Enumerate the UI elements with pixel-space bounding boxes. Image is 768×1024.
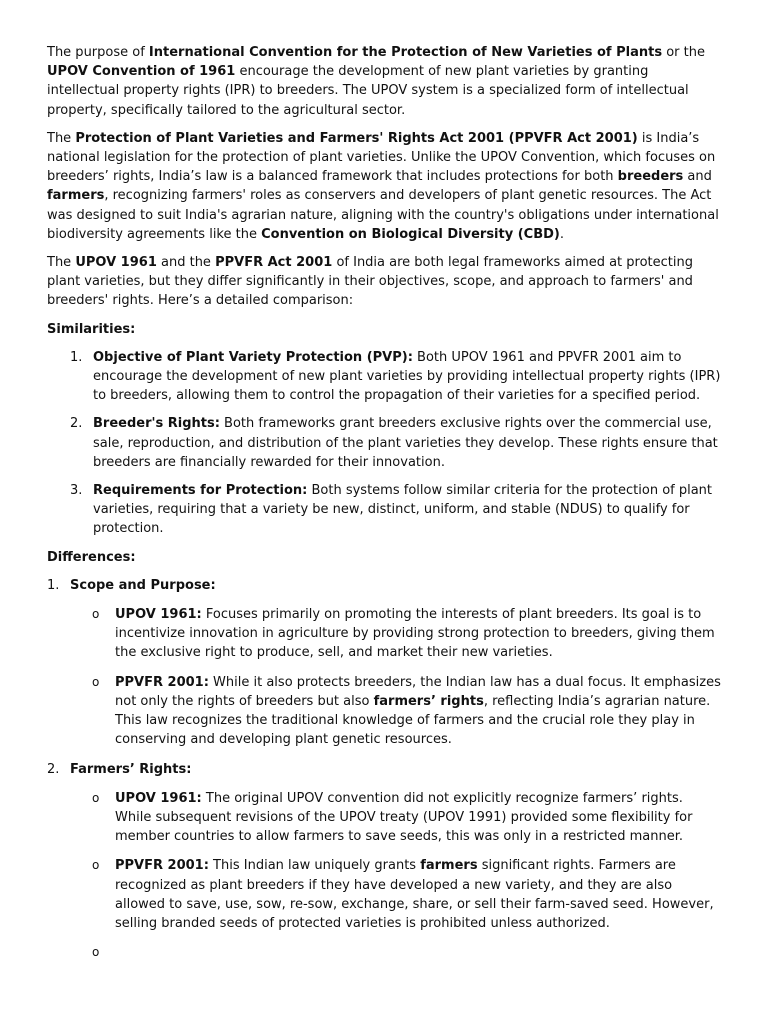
- list-number: 2.: [70, 416, 83, 432]
- difference-title: Farmers’ Rights:: [70, 761, 192, 777]
- text-run: , reflecting India’s agrarian nature. This law recognizes the traditional knowledge of farmers and the crucial role they play in conserving and developing plant genetic resources.: [115, 693, 711, 748]
- list-number: 1.: [70, 349, 83, 365]
- bold-text-run: farmers: [420, 858, 478, 874]
- bold-text-run: UPOV 1961:: [115, 607, 202, 623]
- difference-sub-item: [47, 673, 722, 750]
- bold-text-run: farmers’ rights: [373, 693, 484, 709]
- difference-section-farmers-rights: [47, 760, 722, 960]
- difference-sub-item: [47, 605, 722, 663]
- sub-item-text: [115, 675, 721, 748]
- differences-heading: Differences:: [47, 549, 136, 565]
- similarity-text: Both systems follow similar criteria for the protection of plant varieties, requiring that a variety be new, distinct, uniform, and stable (NDUS) to qualify for protection.: [93, 483, 713, 537]
- intro-paragraph-2: [47, 129, 722, 244]
- difference-title: Scope and Purpose:: [70, 577, 216, 593]
- bold-text-run: Protection of Plant Varieties and Farmers' Rights Act 2001 (PPVFR Act 2001): [75, 130, 638, 146]
- text-run: Focuses primarily on promoting the interests of plant breeders. Its goal is to incentivize innovation in agriculture by providing strong protection to breeders, giving them the exclusive right to produce, sell, and market their new varieties.: [115, 607, 715, 661]
- text-run: The original UPOV convention did not explicitly recognize farmers’ rights. While subsequent revisions of the UPOV treaty (UPOV 1991) provided some flexibility for member countries to allow farmers to save seeds, this was only in a restricted manner.: [115, 790, 693, 845]
- similarity-text: Both UPOV 1961 and PPVFR 2001 aim to encourage the development of new plant varieties by providing intellectual property rights (IPR) to breeders, allowing them to control the propagation of their varieties for a specified period.: [93, 349, 721, 404]
- similarity-title: Objective of Plant Variety Protection (PVP):: [93, 349, 413, 365]
- difference-heading: [47, 760, 722, 779]
- difference-sub-list: [47, 605, 722, 749]
- bold-text-run: International Convention for the Protection of New Varieties of Plants: [148, 45, 663, 60]
- similarity-item: [47, 414, 722, 472]
- text-run: significant rights. Farmers are recognized as plant breeders if they have developed a new variety, and they are also allowed to save, use, sow, re-sow, exchange, share, or sell their farm-saved seed. However, selling branded seeds of protected varieties is prohibited unless authorized.: [115, 858, 714, 931]
- bold-text-run: PPVFR 2001:: [115, 674, 209, 690]
- similarity-text: Both frameworks grant breeders exclusive rights over the commercial use, sale, reproduction, and distribution of the plant varieties they develop. These rights ensure that breeders are financially rewarded for their innovation.: [93, 416, 718, 470]
- text-run: is India’s national legislation for the protection of plant varieties. Unlike the UPOV Convention, which focuses on breeders’ rights, India’s law is a balanced framework that includes protections for both: [47, 130, 716, 185]
- bullet-marker: o: [92, 945, 100, 960]
- bold-text-run: PPVFR 2001:: [115, 858, 209, 874]
- similarity-title: Breeder's Rights:: [93, 416, 220, 432]
- text-run: The purpose of: [47, 45, 149, 60]
- sub-item-text: [115, 607, 715, 660]
- sub-item-text: [115, 858, 714, 931]
- text-run: The: [47, 130, 76, 146]
- bullet-marker: o: [92, 858, 100, 873]
- similarities-list: [47, 348, 722, 539]
- bullet-marker: o: [92, 790, 100, 805]
- difference-section-scope: [47, 576, 722, 750]
- text-run: While it also protects breeders, the Indian law has a dual focus. It emphasizes not only the rights of breeders but also: [115, 674, 721, 709]
- intro-paragraph-1: [47, 43, 722, 120]
- text-run: and the: [156, 255, 216, 271]
- text-run: .: [559, 226, 564, 242]
- list-number: 2.: [47, 761, 60, 777]
- similarities-heading: Similarities:: [47, 321, 136, 337]
- bold-text-run: Convention on Biological Diversity (CBD): [261, 226, 560, 242]
- text-run: , recognizing farmers' roles as conservers and developers of plant genetic resources. The Act was designed to suit India's agrarian nature, aligning with the country's obligations under international biodiversity agreements like the: [47, 188, 719, 242]
- text-run: or the: [662, 45, 705, 60]
- similarity-item: [47, 481, 722, 539]
- difference-sub-item: [47, 856, 722, 933]
- bullet-marker: o: [92, 674, 100, 689]
- bold-text-run: UPOV 1961: [75, 255, 157, 271]
- sub-item-text: [115, 791, 692, 844]
- text-run: and: [683, 169, 712, 185]
- text-run: This Indian law uniquely grants: [208, 858, 421, 874]
- bold-text-run: UPOV Convention of 1961: [47, 64, 236, 80]
- intro-paragraph-3: [47, 253, 722, 311]
- list-number: 3.: [70, 483, 83, 499]
- similarity-item: [47, 348, 722, 406]
- difference-sub-item: [47, 789, 722, 847]
- bullet-marker: o: [92, 607, 100, 622]
- similarity-title: Requirements for Protection:: [93, 483, 308, 499]
- bold-text-run: farmers: [47, 188, 105, 204]
- bold-text-run: breeders: [617, 169, 684, 185]
- list-number: 1.: [47, 577, 60, 593]
- text-run: of India are both legal frameworks aimed at protecting plant varieties, but they differ significantly in their objectives, scope, and approach to farmers' and breeders' rights. Here’s a detailed comparison:: [47, 255, 693, 309]
- bold-text-run: PPVFR Act 2001: [215, 255, 333, 271]
- text-run: The: [47, 255, 76, 271]
- difference-heading: [47, 576, 722, 595]
- text-run: encourage the development of new plant varieties by granting intellectual property rights (IPR) to breeders. The UPOV system is a specialized form of intellectual property, specifically tailored to the agricultural sector.: [47, 64, 689, 118]
- difference-sub-list: [47, 789, 722, 960]
- bold-text-run: UPOV 1961:: [115, 790, 202, 806]
